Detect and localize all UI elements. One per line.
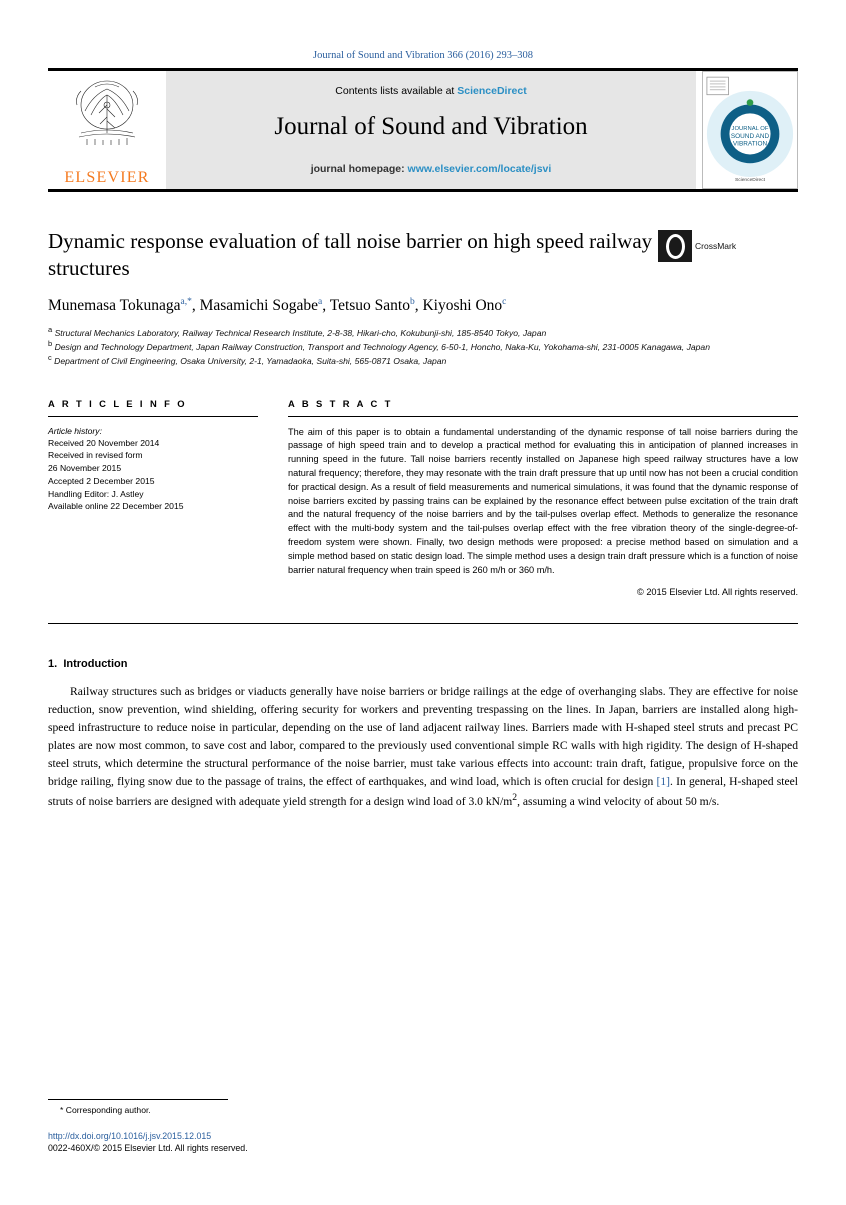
- intro-superscript: 2: [512, 792, 518, 804]
- abstract-text: The aim of this paper is to obtain a fundamental understanding of the dynamic response of tall noise barriers during the passage of high speed train and to develop a practical method for evaluating this in anticipation of planned increases in running speed in the future. Tall noise barriers recently installed on Japanese high speed railway structures have a low natural frequency; therefore, they may resonate with the train draft pressure that up until now has not been a crucial condition for practical design. As a result of field measurements and numerical simulations, it was found that the dynamic response of noise barriers excited by passing trains can be explained by the resonance effect between pulse excitation of the train draft and the natural frequency of the noise barriers and by the tail-pulses overlap effect. Methods to generalize the resonance effect with the multi-body system and the tail-pulses overlap effect with the free vibration theory of the single-degree-of-freedom system were shown. Finally, two design methods were proposed: a precise method based on simulation and a simple method based on static design load. The simple method uses a design train draft pressure which is a function of noise barrier natural frequency when train speed is 260 m/h or 360 m/h.: [288, 426, 798, 575]
- author-2-affil-mark[interactable]: a: [317, 296, 323, 307]
- crossmark-badge[interactable]: [658, 230, 736, 262]
- sciencedirect-link[interactable]: ScienceDirect: [457, 85, 527, 97]
- contents-prefix: Contents lists available at: [335, 85, 458, 97]
- article-info-heading: A R T I C L E I N F O: [48, 397, 187, 409]
- journal-reference: Journal of Sound and Vibration 366 (2016) 293–308: [313, 50, 533, 61]
- author-1-affil-mark[interactable]: a,*: [180, 296, 192, 307]
- affiliation-b-text: Design and Technology Department, Japan Railway Construction, Transport and Technology Agency, 6-50-1, Honcho, Naka-Ku, Yokohama-shi, 231-0005 Kanagawa, Japan: [54, 341, 710, 352]
- history-revised-label: Received in revised form: [48, 450, 143, 461]
- svg-text:ScienceDirect: ScienceDirect: [734, 177, 766, 183]
- svg-text:SOUND AND: SOUND AND: [730, 132, 770, 140]
- article-content: [48, 228, 798, 811]
- masthead-center: [166, 71, 696, 189]
- history-available-online: Available online 22 December 2015: [48, 501, 184, 512]
- section-title-text: Introduction: [63, 658, 128, 671]
- intro-part-2: . In general, H-shaped steel struts of noise barriers are designed with adequate yield strength for a design wind load of 3.0 kN/m: [48, 775, 798, 809]
- issn-copyright: 0022-460X/© 2015 Elsevier Ltd. All rights reserved.: [48, 1143, 248, 1153]
- footnote-rule: [48, 1099, 228, 1100]
- author-list: Munemasa Tokunaga$^{a,*}$, Masamichi Sogabe$^a$, Tetsuo Santo$^b$, Kiyoshi Ono$^c$: [48, 296, 507, 314]
- bottom-rule: [48, 189, 798, 192]
- title-row: [48, 228, 798, 283]
- author-3-affil-mark[interactable]: b: [409, 296, 415, 307]
- journal-cover-thumbnail: [702, 71, 798, 189]
- author-4[interactable]: Kiyoshi Ono: [422, 296, 503, 314]
- homepage-prefix: journal homepage:: [310, 163, 408, 175]
- abstract-column: [288, 398, 798, 598]
- author-2[interactable]: Masamichi Sogabe: [199, 296, 318, 314]
- section-heading-introduction: [48, 658, 798, 670]
- page-title: Dynamic response evaluation of tall noise barrier on high speed railway structures: [48, 229, 653, 281]
- corresponding-author-note: * Corresponding author.: [60, 1105, 151, 1115]
- info-abstract-row: [48, 398, 798, 598]
- affiliation-c-text: Department of Civil Engineering, Osaka University, 2-1, Yamadaoka, Suita-shi, 565-0871 Osaka, Japan: [54, 356, 447, 367]
- article-info-divider: [48, 416, 258, 417]
- svg-text:JOURNAL OF: JOURNAL OF: [731, 126, 769, 132]
- paper-page: [0, 50, 846, 1205]
- crossmark-label: CrossMark: [695, 241, 737, 251]
- elsevier-wordmark: ELSEVIER: [64, 169, 150, 186]
- intro-part-1: Railway structures such as bridges or viaducts generally have noise barriers or bridge railings at the edge of overhanging slabs. They are effective for noise reduction, snow prevention, wind shielding, offering security for workers and preventing trespassing on the lines. In Japan, barriers are installed along high-speed infrastructure to reduce noise in particular, depending on the use of land adjacent railway lines. Barriers made with H-shaped steel struts and precast PC plates are now most common, to save cost and labor, compared to the previously used conventional simple RC walls with high rigidity. The design of H-shaped steel struts, which determine the structural performance of the noise barrier, must take various effects into account: train draft, fatigue, propulsive force on the bridge railing, flying snow due to the passage of trains, the effect of earthquakes, and wind load, which is often crucial for design: [48, 685, 798, 789]
- intro-paragraph: [48, 683, 798, 811]
- doi-link[interactable]: http://dx.doi.org/10.1016/j.jsv.2015.12.015: [48, 1131, 212, 1141]
- reference-link-1[interactable]: [1]: [656, 775, 671, 789]
- history-accepted: Accepted 2 December 2015: [48, 475, 155, 486]
- journal-masthead: [48, 71, 798, 189]
- affiliations: [48, 325, 798, 368]
- abstract-copyright: © 2015 Elsevier Ltd. All rights reserved.: [637, 587, 798, 598]
- intro-part-3: , assuming a wind velocity of about 50 m/s.: [517, 795, 720, 809]
- affiliation-c: [48, 353, 798, 367]
- crossmark-icon: [658, 230, 692, 262]
- journal-title: Journal of Sound and Vibration: [274, 113, 588, 140]
- contents-available-line: [335, 85, 526, 97]
- article-history-title: Article history:: [48, 425, 102, 436]
- history-received: Received 20 November 2014: [48, 437, 160, 448]
- affiliation-a-mark: a: [48, 324, 53, 334]
- journal-homepage-line: [311, 163, 552, 175]
- affiliation-a-text: Structural Mechanics Laboratory, Railway Technical Research Institute, 2-8-38, Hikari-cho, Kokubunji-shi, 185-8540 Tokyo, Japan: [54, 327, 547, 338]
- history-revised-date: 26 November 2015: [48, 463, 122, 474]
- history-handling-editor: Handling Editor: J. Astley: [48, 488, 144, 499]
- elsevier-logo: [48, 71, 166, 189]
- author-4-affil-mark[interactable]: c: [502, 296, 507, 307]
- abstract-heading: A B S T R A C T: [288, 397, 393, 409]
- author-3[interactable]: Tetsuo Santo: [329, 296, 410, 314]
- affiliation-b-mark: b: [48, 339, 53, 349]
- section-number: 1.: [48, 658, 58, 671]
- author-1[interactable]: Munemasa Tokunaga: [48, 296, 181, 314]
- svg-text:VIBRATION: VIBRATION: [732, 140, 768, 148]
- affiliation-b: [48, 339, 798, 353]
- post-abstract-rule: [48, 623, 798, 624]
- affiliation-a: [48, 325, 798, 339]
- article-info-column: [48, 398, 288, 598]
- affiliation-c-mark: c: [48, 353, 52, 363]
- elsevier-tree-icon: [69, 75, 145, 147]
- abstract-divider: [288, 416, 798, 417]
- page-footer: [48, 1055, 798, 1153]
- homepage-url-link[interactable]: www.elsevier.com/locate/jsvi: [407, 163, 552, 175]
